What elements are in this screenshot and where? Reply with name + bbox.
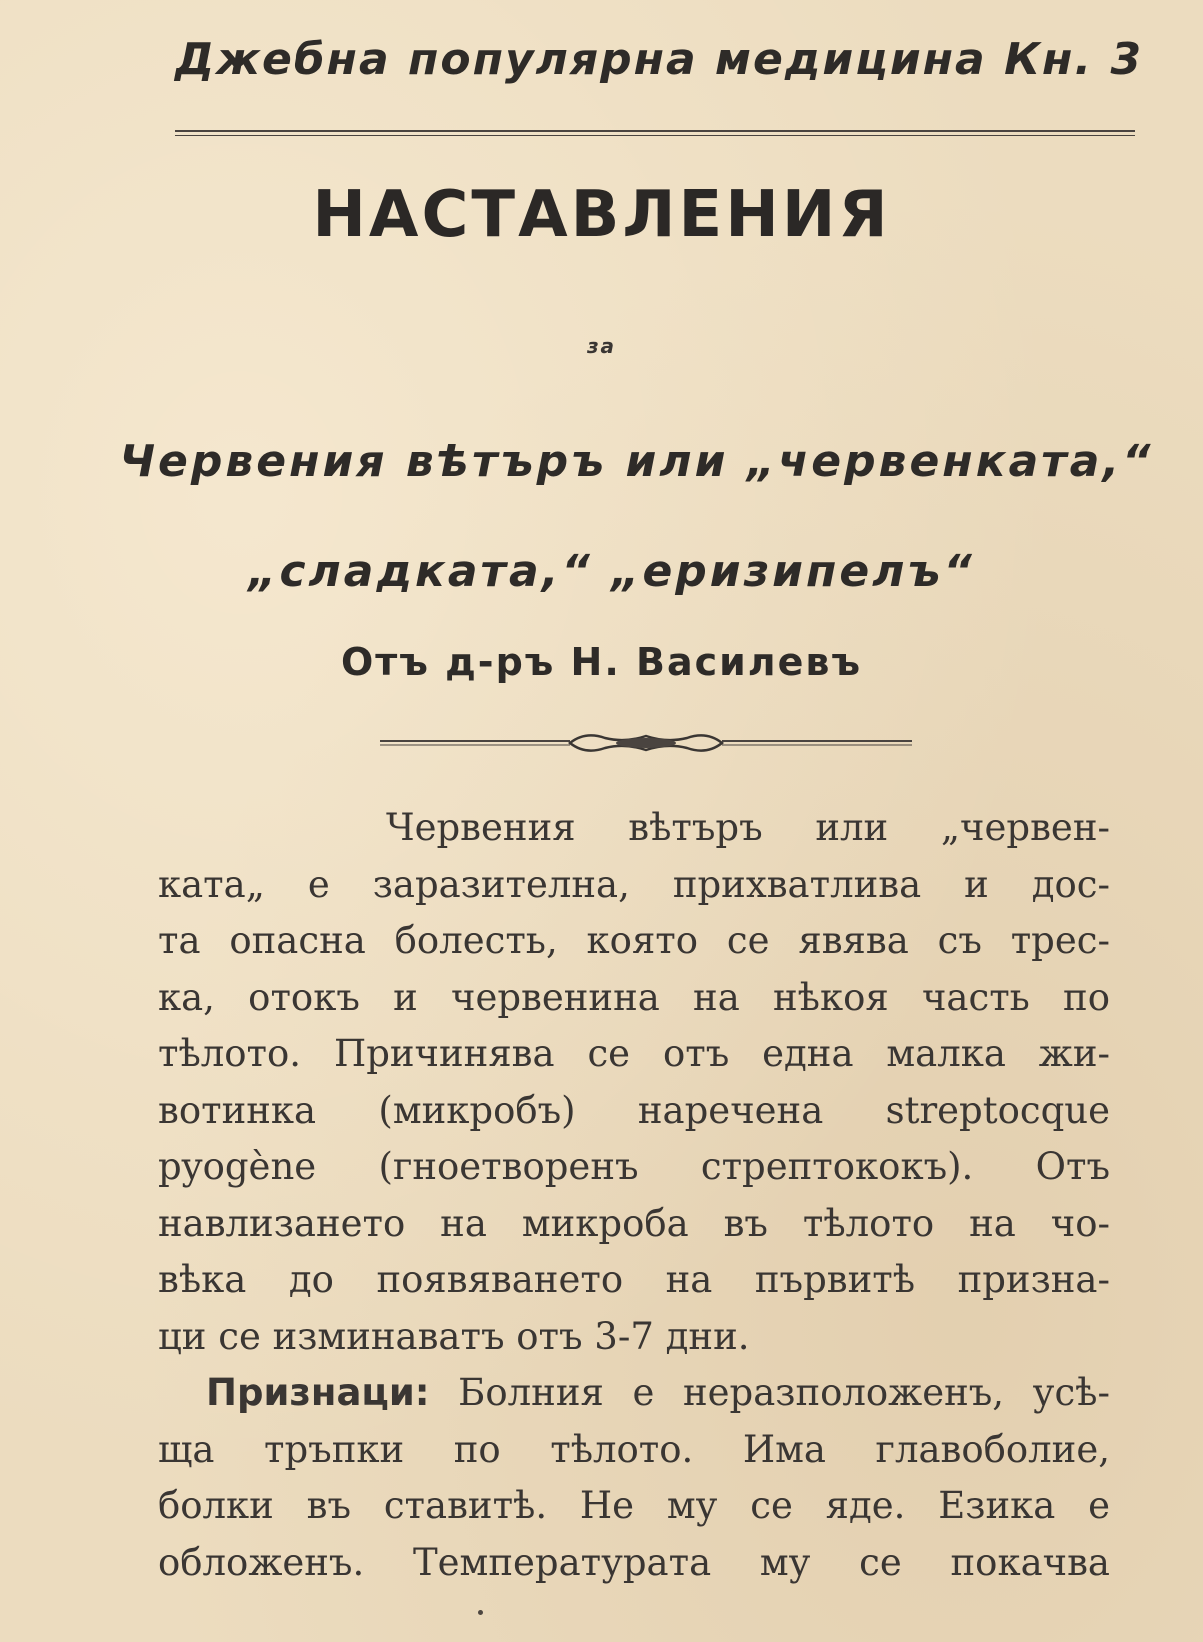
paragraph-line: ци се изминаватъ отъ 3-7 дни.: [158, 1314, 750, 1358]
paragraph-line: pyogène (гноетворенъ стрептококъ). Отъ: [158, 1145, 1110, 1188]
ornament-divider: [380, 728, 912, 758]
paragraph-line-rest: Болния е неразположенъ, усѣ-: [429, 1371, 1110, 1414]
ink-speck: [478, 1610, 483, 1615]
subtitle-line-1: Червения вѣтъръ или „червенката,“: [119, 436, 1154, 487]
paragraph-line: ка, отокъ и червенина на нѣкоя часть по: [158, 975, 1110, 1019]
paragraph-line: Червения вѣтъръ или „червен-: [386, 806, 1110, 849]
paragraph-line: обложенъ. Температурата му се покачва: [158, 1540, 1110, 1584]
title-preposition: за: [586, 334, 617, 358]
subtitle-line-2: „сладката,“ „еризипелъ“: [248, 546, 975, 597]
paragraph-line: навлизането на микроба въ тѣлото на чо-: [158, 1201, 1110, 1245]
paragraph-line: ката„ е заразителна, прихватлива и дос-: [158, 862, 1110, 906]
header-rule: [175, 130, 1135, 136]
section-term: Признаци:: [206, 1371, 430, 1414]
page-title: НАСТАВЛЕНИЯ: [312, 178, 891, 252]
paragraph-line: [158, 1365, 1110, 1422]
paragraph-line: та опасна болесть, която се явява съ трес-: [158, 919, 1110, 962]
paragraph-line: вѣка до появяването на първитѣ призна-: [158, 1258, 1110, 1301]
author-line: Отъ д-ръ Н. Василевъ: [341, 640, 862, 684]
paragraph-line: вотинка (микробъ) наречена streptocque: [158, 1088, 1110, 1132]
body-text: [158, 800, 1110, 1591]
paragraph-line: болки въ ставитѣ. Не му се яде. Езика е: [158, 1484, 1110, 1527]
paragraph-line: ща тръпки по тѣлото. Има главоболие,: [158, 1427, 1110, 1471]
series-header: Джебна популярна медицина Кн. 3: [175, 34, 1144, 85]
paragraph-line: тѣлото. Причинява се отъ една малка жи-: [158, 1032, 1110, 1075]
